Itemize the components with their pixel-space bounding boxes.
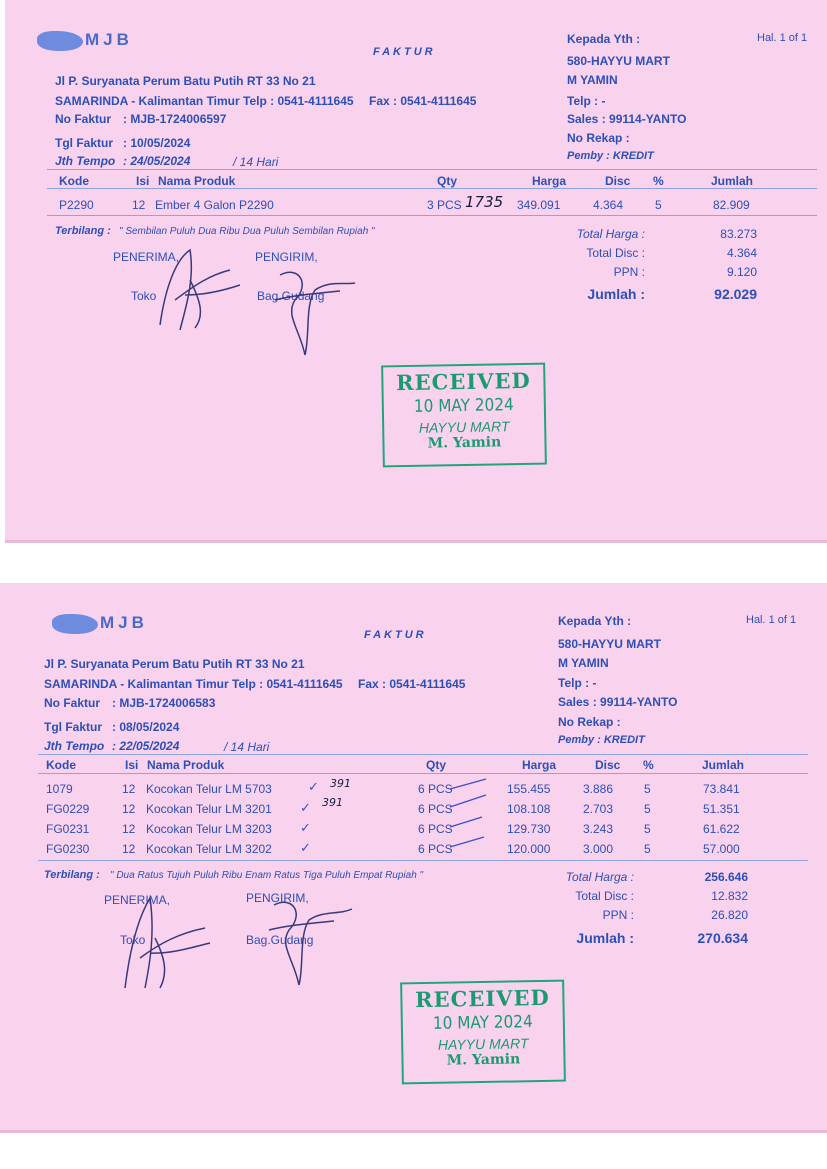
penerima-label: PENERIMA,: [113, 250, 180, 264]
col-pct: %: [643, 758, 654, 772]
receiver-signature: [135, 240, 245, 340]
company-logo: [52, 613, 148, 634]
jth-tempo-label: Jth Tempo: [44, 739, 105, 753]
handwritten-note: 391: [330, 777, 351, 790]
row-jumlah: 73.841: [703, 782, 740, 796]
col-pct: %: [653, 174, 664, 188]
col-kode: Kode: [59, 174, 89, 188]
payment-method: Pemby : KREDIT: [558, 734, 645, 746]
total-disc-value: 12.832: [711, 889, 748, 903]
jumlah-label: Jumlah :: [587, 286, 645, 302]
tgl-faktur-label: Tgl Faktur: [44, 720, 103, 734]
jth-tempo-value: : 24/05/2024: [123, 154, 191, 168]
total-harga-label: Total Harga :: [565, 870, 634, 884]
row-disc: 3.000: [583, 842, 614, 856]
check-mark-icon: ✓: [300, 820, 311, 835]
col-kode: Kode: [46, 758, 76, 772]
tgl-faktur-label: Tgl Faktur: [55, 136, 114, 150]
row-nama: Kocokan Telur LM 5703: [146, 782, 272, 796]
col-disc: Disc: [605, 174, 631, 188]
customer-telp: Telp : -: [567, 94, 606, 108]
terbilang-label: Terbilang :: [44, 869, 100, 881]
table-bottom-rule: [47, 215, 817, 216]
ppn-label: PPN :: [613, 265, 645, 279]
row-nama: Kocokan Telur LM 3202: [146, 842, 272, 856]
jumlah-label: Jumlah :: [576, 930, 634, 946]
receiver-signature: [110, 888, 220, 998]
pengirim-label: PENGIRIM,: [246, 891, 309, 905]
row-isi: 12: [122, 782, 136, 796]
no-faktur-value: : MJB-1724006583: [112, 696, 216, 710]
ppn-value: 9.120: [726, 265, 757, 279]
kepada-label: Kepada Yth :: [558, 614, 632, 628]
jth-tempo-days: / 14 Hari: [224, 740, 270, 754]
stamp-store: HAYYU MART: [418, 418, 510, 436]
invoice-sheet-2: [0, 583, 827, 1133]
jumlah-value: 270.634: [697, 930, 748, 946]
total-harga-value: 83.273: [720, 227, 757, 241]
row-jumlah: 82.909: [713, 198, 750, 212]
sales-rep: Sales : 99114-YANTO: [567, 112, 687, 126]
tgl-faktur-value: : 10/05/2024: [123, 136, 191, 150]
col-harga: Harga: [532, 174, 567, 188]
col-nama: Nama Produk: [158, 174, 236, 188]
kepada-label: Kepada Yth :: [567, 32, 641, 46]
row-qty: 6 PCS: [418, 822, 453, 836]
col-jumlah: Jumlah: [702, 758, 745, 772]
col-isi: Isi: [125, 758, 139, 772]
sales-rep: Sales : 99114-YANTO: [558, 695, 678, 709]
customer-name: 580-HAYYU MART: [558, 637, 661, 651]
col-qty: Qty: [437, 174, 458, 188]
row-qty: 3 PCS: [427, 198, 462, 212]
row-pct: 5: [644, 822, 651, 836]
logo-mark-icon: [37, 31, 83, 51]
logo-mark-icon: [52, 614, 98, 634]
no-rekap: No Rekap :: [558, 715, 621, 729]
row-isi: 12: [122, 842, 136, 856]
row-disc: 3.886: [583, 782, 614, 796]
col-disc: Disc: [595, 758, 621, 772]
row-harga: 349.091: [517, 198, 561, 212]
company-fax: Fax : 0541-4111645: [369, 94, 477, 108]
company-city-phone: SAMARINDA - Kalimantan Timur Telp : 0541-4111645: [55, 94, 354, 108]
logo-text: MJB: [85, 30, 133, 49]
stamp-date: 10 MAY 2024: [432, 1012, 533, 1034]
no-rekap: No Rekap :: [567, 131, 630, 145]
tgl-faktur-value: : 08/05/2024: [112, 720, 180, 734]
received-stamp: [400, 980, 566, 1085]
total-disc-label: Total Disc :: [575, 889, 634, 903]
penerima-sub: Toko: [131, 289, 157, 303]
no-faktur-value: : MJB-1724006597: [123, 112, 227, 126]
table-bottom-rule: [38, 860, 808, 861]
penerima-label: PENERIMA,: [104, 893, 171, 907]
row-disc: 2.703: [583, 802, 614, 816]
received-stamp: [381, 363, 547, 468]
terbilang-text: " Dua Ratus Tujuh Puluh Ribu Enam Ratus Tiga Puluh Empat Rupiah ": [110, 870, 424, 881]
row-kode: FG0230: [46, 842, 90, 856]
payment-method: Pemby : KREDIT: [567, 150, 654, 162]
sender-signature: [260, 255, 370, 365]
row-jumlah: 57.000: [703, 842, 740, 856]
pengirim-sub: Bag.Gudang: [246, 933, 314, 947]
row-harga: 129.730: [507, 822, 551, 836]
no-faktur-label: No Faktur: [44, 696, 101, 710]
row-kode: 1079: [46, 782, 73, 796]
row-jumlah: 51.351: [703, 802, 740, 816]
jth-tempo-label: Jth Tempo: [55, 154, 116, 168]
jumlah-value: 92.029: [714, 286, 757, 302]
table-header-rule: [38, 773, 808, 774]
company-address: Jl P. Suryanata Perum Batu Putih RT 33 No 21: [55, 74, 316, 88]
total-harga-label: Total Harga :: [576, 227, 645, 241]
stamp-title: RECEIVED: [414, 984, 550, 1013]
company-city-phone: SAMARINDA - Kalimantan Timur Telp : 0541-4111645: [44, 677, 343, 691]
customer-telp: Telp : -: [558, 676, 597, 690]
row-nama: Kocokan Telur LM 3201: [146, 802, 272, 816]
table-header-rule: [47, 188, 817, 189]
row-isi: 12: [132, 198, 146, 212]
row-pct: 5: [644, 842, 651, 856]
col-qty: Qty: [426, 758, 447, 772]
pengirim-label: PENGIRIM,: [255, 250, 318, 264]
document-title: FAKTUR: [364, 629, 427, 641]
penerima-sub: Toko: [120, 933, 146, 947]
row-kode: FG0231: [46, 822, 90, 836]
row-qty: 6 PCS: [418, 782, 453, 796]
row-disc: 4.364: [593, 198, 624, 212]
company-address: Jl P. Suryanata Perum Batu Putih RT 33 No 21: [44, 657, 305, 671]
company-fax: Fax : 0541-4111645: [358, 677, 466, 691]
col-jumlah: Jumlah: [711, 174, 754, 188]
row-nama: Ember 4 Galon P2290: [155, 198, 274, 212]
terbilang-text: " Sembilan Puluh Dua Ribu Dua Puluh Sembilan Rupiah ": [119, 226, 375, 237]
row-pct: 5: [644, 782, 651, 796]
qty-check-strokes: [448, 773, 508, 863]
stamp-title: RECEIVED: [395, 367, 531, 396]
terbilang-label: Terbilang :: [55, 225, 111, 237]
row-harga: 108.108: [507, 802, 551, 816]
row-pct: 5: [655, 198, 662, 212]
table-top-rule: [47, 169, 817, 170]
ppn-value: 26.820: [711, 908, 748, 922]
row-nama: Kocokan Telur LM 3203: [146, 822, 272, 836]
stamp-person: M. Yamin: [446, 1051, 521, 1069]
row-harga: 155.455: [507, 782, 551, 796]
row-kode: P2290: [59, 198, 94, 212]
row-qty: 6 PCS: [418, 842, 453, 856]
row-kode: FG0229: [46, 802, 90, 816]
table-top-rule: [38, 754, 808, 755]
pengirim-sub: Bag.Gudang: [257, 289, 325, 303]
invoice-sheet-1: [5, 0, 827, 543]
no-faktur-label: No Faktur: [55, 112, 112, 126]
page-number: Hal. 1 of 1: [757, 32, 808, 44]
customer-name: 580-HAYYU MART: [567, 54, 670, 68]
stamp-date: 10 MAY 2024: [413, 395, 514, 417]
jth-tempo-days: / 14 Hari: [233, 155, 279, 169]
company-logo: [37, 30, 133, 51]
row-isi: 12: [122, 802, 136, 816]
check-mark-icon: ✓: [300, 840, 311, 855]
customer-contact: M YAMIN: [567, 73, 618, 87]
page-number: Hal. 1 of 1: [746, 614, 797, 626]
row-jumlah: 61.622: [703, 822, 740, 836]
col-harga: Harga: [522, 758, 557, 772]
row-harga: 120.000: [507, 842, 551, 856]
total-harga-value: 256.646: [704, 870, 748, 884]
document-title: FAKTUR: [373, 46, 436, 58]
col-nama: Nama Produk: [147, 758, 225, 772]
customer-contact: M YAMIN: [558, 656, 609, 670]
row-pct: 5: [644, 802, 651, 816]
stamp-store: HAYYU MART: [437, 1035, 529, 1053]
check-mark-icon: ✓: [300, 800, 311, 815]
row-disc: 3.243: [583, 822, 614, 836]
stamp-person: M. Yamin: [427, 434, 502, 452]
logo-text: MJB: [100, 613, 148, 632]
total-disc-label: Total Disc :: [586, 246, 645, 260]
handwritten-qty-note: 1735: [465, 193, 504, 211]
row-qty: 6 PCS: [418, 802, 453, 816]
row-isi: 12: [122, 822, 136, 836]
sender-signature: [252, 883, 362, 993]
jth-tempo-value: : 22/05/2024: [112, 739, 180, 753]
col-isi: Isi: [136, 174, 150, 188]
check-mark-icon: ✓: [308, 779, 319, 794]
total-disc-value: 4.364: [726, 246, 757, 260]
ppn-label: PPN :: [602, 908, 634, 922]
handwritten-note: 391: [322, 796, 343, 809]
